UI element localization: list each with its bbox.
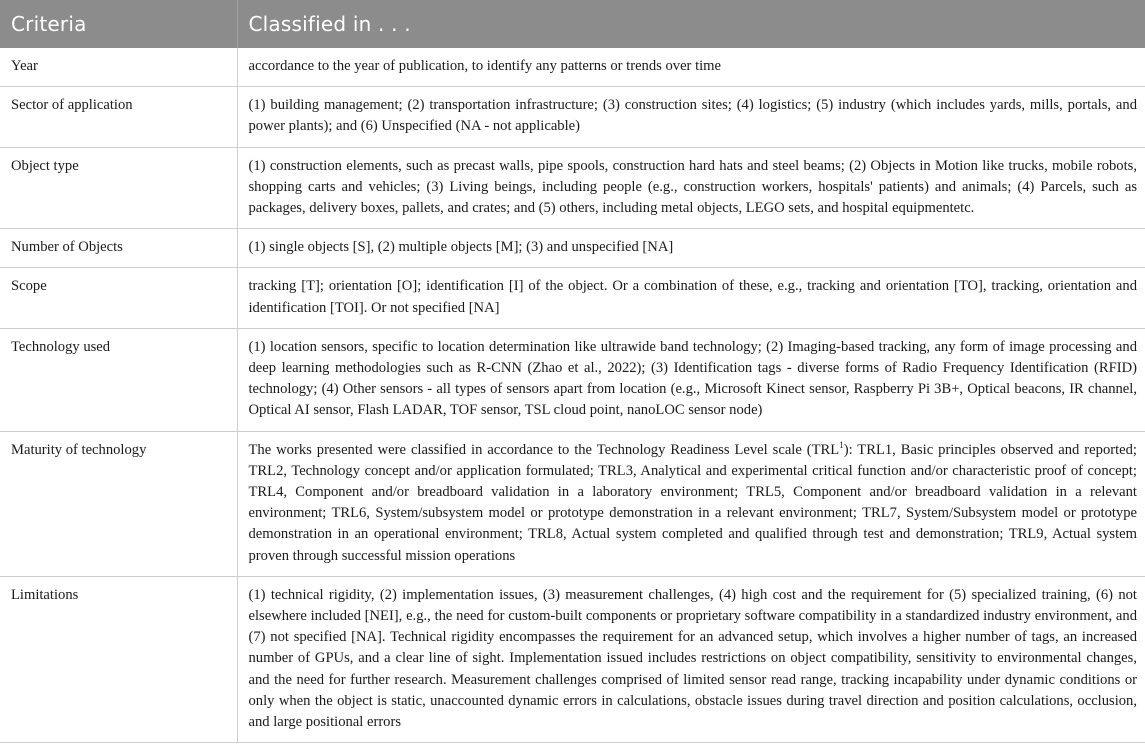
header-row <box>0 0 1145 48</box>
row-description: accordance to the year of publication, to identify any patterns or trends over time <box>237 48 1145 87</box>
table-row-scope <box>0 268 1145 328</box>
row-label: Sector of application <box>0 87 237 147</box>
trl-text-after: ): TRL1, Basic principles observed and reported; TRL2, Technology concept and/or application formulated; TRL3, Analytical and experimental critical function and/or characteristic proof of concept; TRL4, Component and/or breadboard validation in a laboratory environment; TRL5, Component and/or breadboard validation in a relevant environment; TRL6, System/subsystem model or prototype demonstration in a relevant environment; TRL7, System/Subsystem model or prototype demonstration in an operational environment; TRL8, Actual system completed and qualified through test and demonstration; TRL9, Actual system proven through successful mission operations <box>248 441 1137 564</box>
footnote-marker: 1 <box>839 439 844 450</box>
table-row-year <box>0 48 1145 87</box>
table-row-sector <box>0 87 1145 147</box>
row-label: Number of Objects <box>0 229 237 268</box>
row-description: (1) construction elements, such as precast walls, pipe spools, construction hard hats and steel beams; (2) Objects in Motion like trucks, mobile robots, shopping carts and vehicles; (3) Living beings, including people (e.g., construction workers, hospitals' patients) and animals; (4) Parcels, such as packages, delivery boxes, pallets, and crates; and (5) others, including metal objects, LEGO sets, and hospital equipmentetc. <box>237 147 1145 229</box>
table-row-limitations <box>0 576 1145 742</box>
row-description: (1) single objects [S], (2) multiple objects [M]; (3) and unspecified [NA] <box>237 229 1145 268</box>
table-row-technology-used <box>0 328 1145 431</box>
row-label: Scope <box>0 268 237 328</box>
row-description <box>237 431 1145 576</box>
row-description: tracking [T]; orientation [O]; identification [I] of the object. Or a combination of these, e.g., tracking and orientation [TO], tracking, orientation and identification [TOI]. Or not specified [NA] <box>237 268 1145 328</box>
row-description: (1) building management; (2) transportation infrastructure; (3) construction sites; (4) logistics; (5) industry (which includes yards, mills, portals, and power plants); and (6) Unspecified (NA - not applicable) <box>237 87 1145 147</box>
row-description: (1) technical rigidity, (2) implementation issues, (3) measurement challenges, (4) high cost and the requirement for (5) specialized training, (6) not elsewhere included [NEI], e.g., the need for custom-built components or proprietary software compatibility in a standardized industry environment, and (7) not specified [NA]. Technical rigidity encompasses the requirement for an advanced setup, which involves a higher number of tags, an increased number of GPUs, and a clear line of sight. Implementation issued includes restrictions on object compatibility, sensitivity to environmental changes, and the need for further research. Measurement challenges comprised of limited sensor read range, tracking incapability under dynamic conditions or only when the object is static, unaccounted dynamic errors in calculations, obstacle issues during travel direction and position calculations, occlusion, and large positional errors <box>237 576 1145 742</box>
header-classified-in: Classified in . . . <box>237 0 1145 48</box>
row-label: Maturity of technology <box>0 431 237 576</box>
trl-text-before: The works presented were classified in accordance to the Technology Readiness Level scale (TRL <box>248 441 840 458</box>
row-label: Object type <box>0 147 237 229</box>
row-label: Year <box>0 48 237 87</box>
table-row-maturity <box>0 431 1145 576</box>
table-row-object-type <box>0 147 1145 229</box>
row-label: Limitations <box>0 576 237 742</box>
row-label: Technology used <box>0 328 237 431</box>
header-criteria: Criteria <box>0 0 237 48</box>
table-row-number-of-objects <box>0 229 1145 268</box>
row-description: (1) location sensors, specific to location determination like ultrawide band technology; (2) Imaging-based tracking, any form of image processing and deep learning methodologies such as R-CNN (Zhao et al., 2022); (3) Identification tags - diverse forms of Radio Frequency Identification (RFID) technology; (4) Other sensors - all types of sensors apart from location (e.g., Microsoft Kinect sensor, Raspberry Pi 3B+, Optical beacons, IR channel, Optical AI sensor, Flash LADAR, TOF sensor, TSL cloud point, nanoLOC sensor node) <box>237 328 1145 431</box>
